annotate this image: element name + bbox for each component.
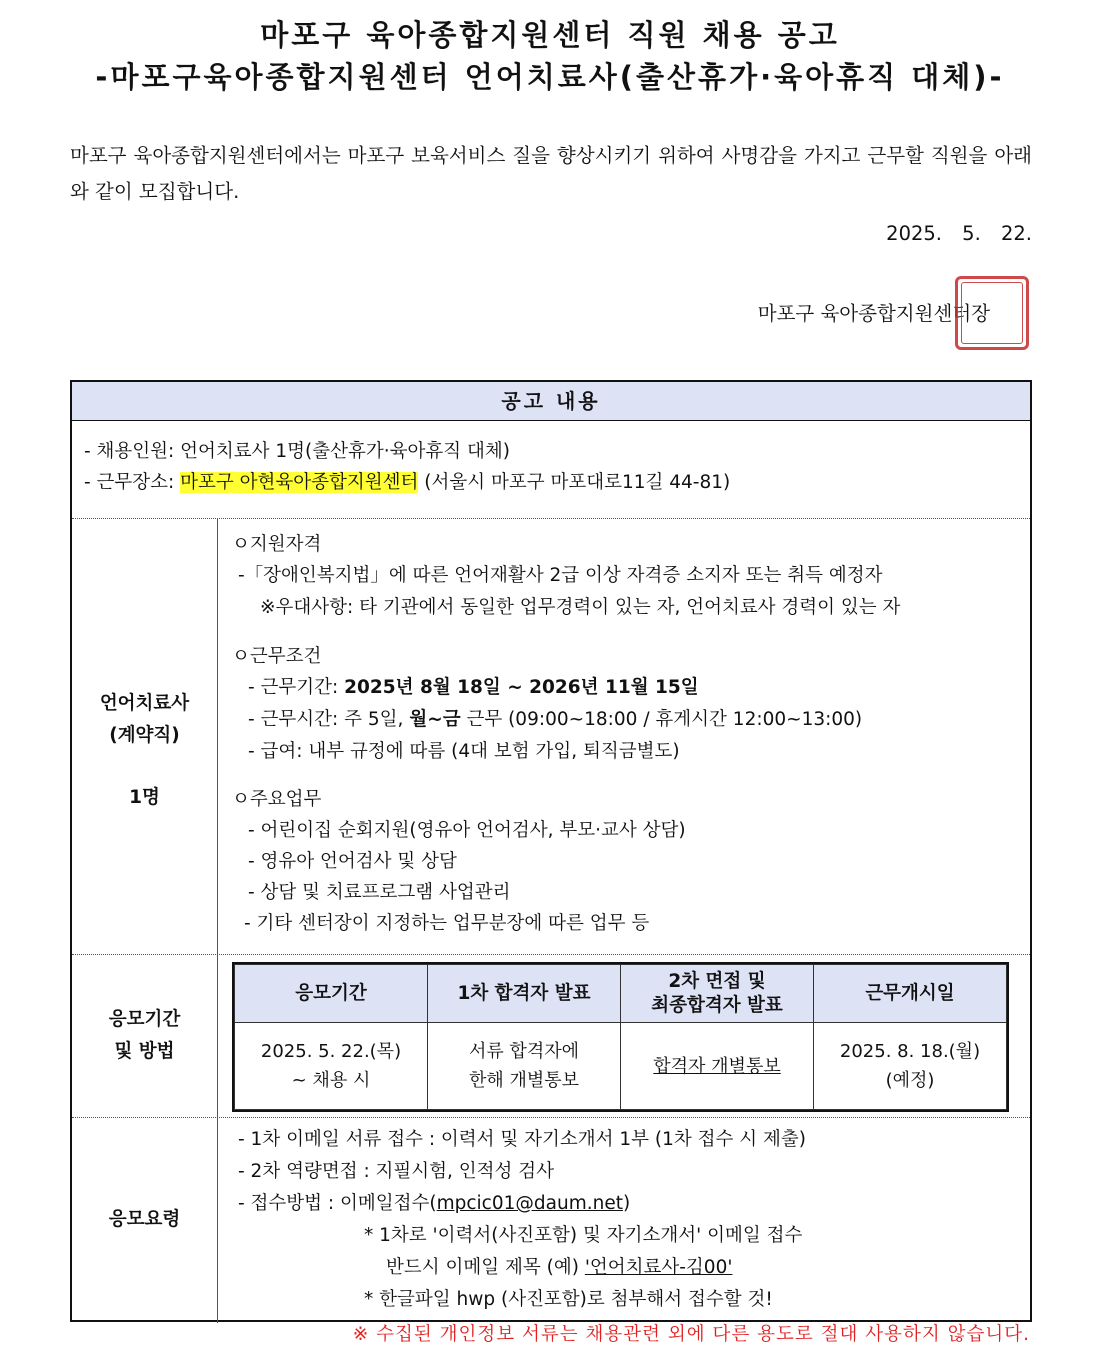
apply-period-cell [235, 1023, 428, 1110]
conditions-heading: ㅇ근무조건 [232, 646, 322, 667]
page-title: 마포구 육아종합지원센터 직원 채용 공고 [260, 18, 840, 52]
position-title: 언어치료사 [99, 693, 190, 714]
divider [72, 1117, 1030, 1118]
notice-box [70, 380, 1032, 1322]
work-hours-detail: 근무 (09:00~18:00 / 휴게시간 12:00~13:00) [466, 709, 863, 730]
first-result-line2: 한해 개별통보 [468, 1070, 580, 1091]
col-final-result-line1: 2차 면접 및 [668, 970, 766, 992]
email-link[interactable]: mpcic01@daum.net [436, 1193, 623, 1214]
conditions-section [232, 642, 862, 768]
hire-count-label: - 채용인원: [84, 441, 175, 462]
first-result-line1: 서류 합격자에 [468, 1041, 580, 1062]
notice-date: 2025. 5. 22. [886, 222, 1032, 245]
guide-method-label: - 접수방법 : 이메일접수( [238, 1193, 437, 1214]
start-date-line2: (예정) [885, 1070, 935, 1091]
position-count: 1명 [129, 787, 160, 808]
guide-note: * 한글파일 hwp (사진포함)로 첨부해서 접수할 것! [364, 1289, 773, 1310]
work-hours-line [232, 704, 862, 736]
guide-method-close: ) [622, 1193, 631, 1214]
period-label [72, 1004, 217, 1068]
guide-method-line [232, 1188, 806, 1220]
duties-heading: ㅇ주요업무 [232, 789, 322, 810]
work-days: 월~금 [409, 709, 461, 730]
apply-period-line2: ~ 채용 시 [291, 1070, 371, 1091]
guide-note-prefix: 반드시 이메일 제목 (예) [386, 1257, 579, 1278]
privacy-footnote: ※ 수집된 개인정보 서류는 채용관련 외에 다른 용도로 절대 사용하지 않습니다. [352, 1324, 1030, 1345]
workplace-label: - 근무장소: [84, 472, 175, 493]
guide-line: - 1차 이메일 서류 접수 : 이력서 및 자기소개서 1부 (1차 접수 시 제출) [238, 1129, 807, 1150]
guide-note [232, 1252, 806, 1284]
official-seal-icon [955, 276, 1029, 350]
guide-note: * 1차로 '이력서(사진포함) 및 자기소개서' 이메일 접수 [364, 1225, 803, 1246]
period-label-line2: 및 방법 [114, 1041, 175, 1062]
guide-label: 응모요령 [108, 1209, 181, 1230]
guide-note-example: '언어치료사-김00' [584, 1257, 733, 1278]
hire-count-value: 언어치료사 1명(출산휴가·육아휴직 대체) [180, 441, 510, 462]
schedule-row [235, 1023, 1007, 1110]
start-date-line1: 2025. 8. 18.(월) [839, 1041, 981, 1062]
duty-item: - 상담 및 치료프로그램 사업관리 [248, 882, 511, 903]
final-result-cell [621, 1023, 814, 1110]
col-apply-period: 응모기간 [235, 965, 428, 1023]
overview-section [84, 436, 730, 498]
work-period-label: - 근무기간: [248, 677, 339, 698]
hire-count-line [84, 436, 730, 467]
duty-item: - 어린이집 순회지원(영유아 언어검사, 부모·교사 상담) [248, 820, 686, 841]
guide-section [232, 1124, 806, 1316]
start-date-cell [814, 1023, 1007, 1110]
col-first-result: 1차 합격자 발표 [428, 965, 621, 1023]
final-result-text: 합격자 개별통보 [653, 1055, 781, 1077]
schedule-header-row [235, 965, 1007, 1023]
position-type: (계약직) [109, 725, 180, 746]
schedule-table [232, 962, 1009, 1112]
notice-header: 공고 내용 [72, 382, 1030, 421]
col-start-date: 근무개시일 [814, 965, 1007, 1023]
qualification-heading: ㅇ지원자격 [232, 534, 322, 555]
duties-section [232, 785, 686, 939]
workplace-address: (서울시 마포구 마포대로11길 44-81) [424, 472, 731, 493]
position-label [72, 688, 217, 814]
qualification-section [232, 530, 900, 624]
guide-line: - 2차 역량면접 : 지필시험, 인적성 검사 [238, 1161, 555, 1182]
col-final-result [621, 965, 814, 1023]
first-result-cell [428, 1023, 621, 1110]
period-label-line1: 응모기간 [108, 1009, 181, 1030]
workplace-highlight: 마포구 아현육아종합지원센터 [180, 472, 419, 493]
work-period-value: 2025년 8월 18일 ~ 2026년 11월 15일 [344, 677, 699, 698]
apply-period-line1: 2025. 5. 22.(목) [260, 1041, 402, 1062]
duty-item: - 기타 센터장이 지정하는 업무분장에 따른 업무 등 [244, 913, 650, 934]
col-final-result-line2: 최종합격자 발표 [651, 994, 783, 1016]
divider [72, 518, 1030, 519]
preference-line: ※우대사항: 타 기관에서 동일한 업무경력이 있는 자, 언어치료사 경력이 있는 자 [260, 597, 901, 618]
column-divider [217, 519, 218, 1323]
intro-paragraph: 마포구 육아종합지원센터에서는 마포구 보육서비스 질을 향상시키기 위하여 사명감을 가지고 근무할 직원을 아래와 같이 모집합니다. [70, 144, 1032, 203]
work-hours-label: - 근무시간: 주 5일, [248, 709, 404, 730]
salary-line: - 급여: 내부 규정에 따름 (4대 보험 가입, 퇴직금별도) [248, 741, 680, 762]
qualification-line: -「장애인복지법」에 따른 언어재활사 2급 이상 자격증 소지자 또는 취득 예정자 [238, 565, 883, 586]
work-period-line [232, 672, 862, 704]
divider [72, 954, 1030, 955]
duty-item: - 영유아 언어검사 및 상담 [248, 851, 457, 872]
workplace-line [84, 467, 730, 498]
page-subtitle: -마포구육아종합지원센터 언어치료사(출산휴가·육아휴직 대체)- [95, 60, 1005, 94]
signer-name: 마포구 육아종합지원센터장 [757, 302, 990, 325]
